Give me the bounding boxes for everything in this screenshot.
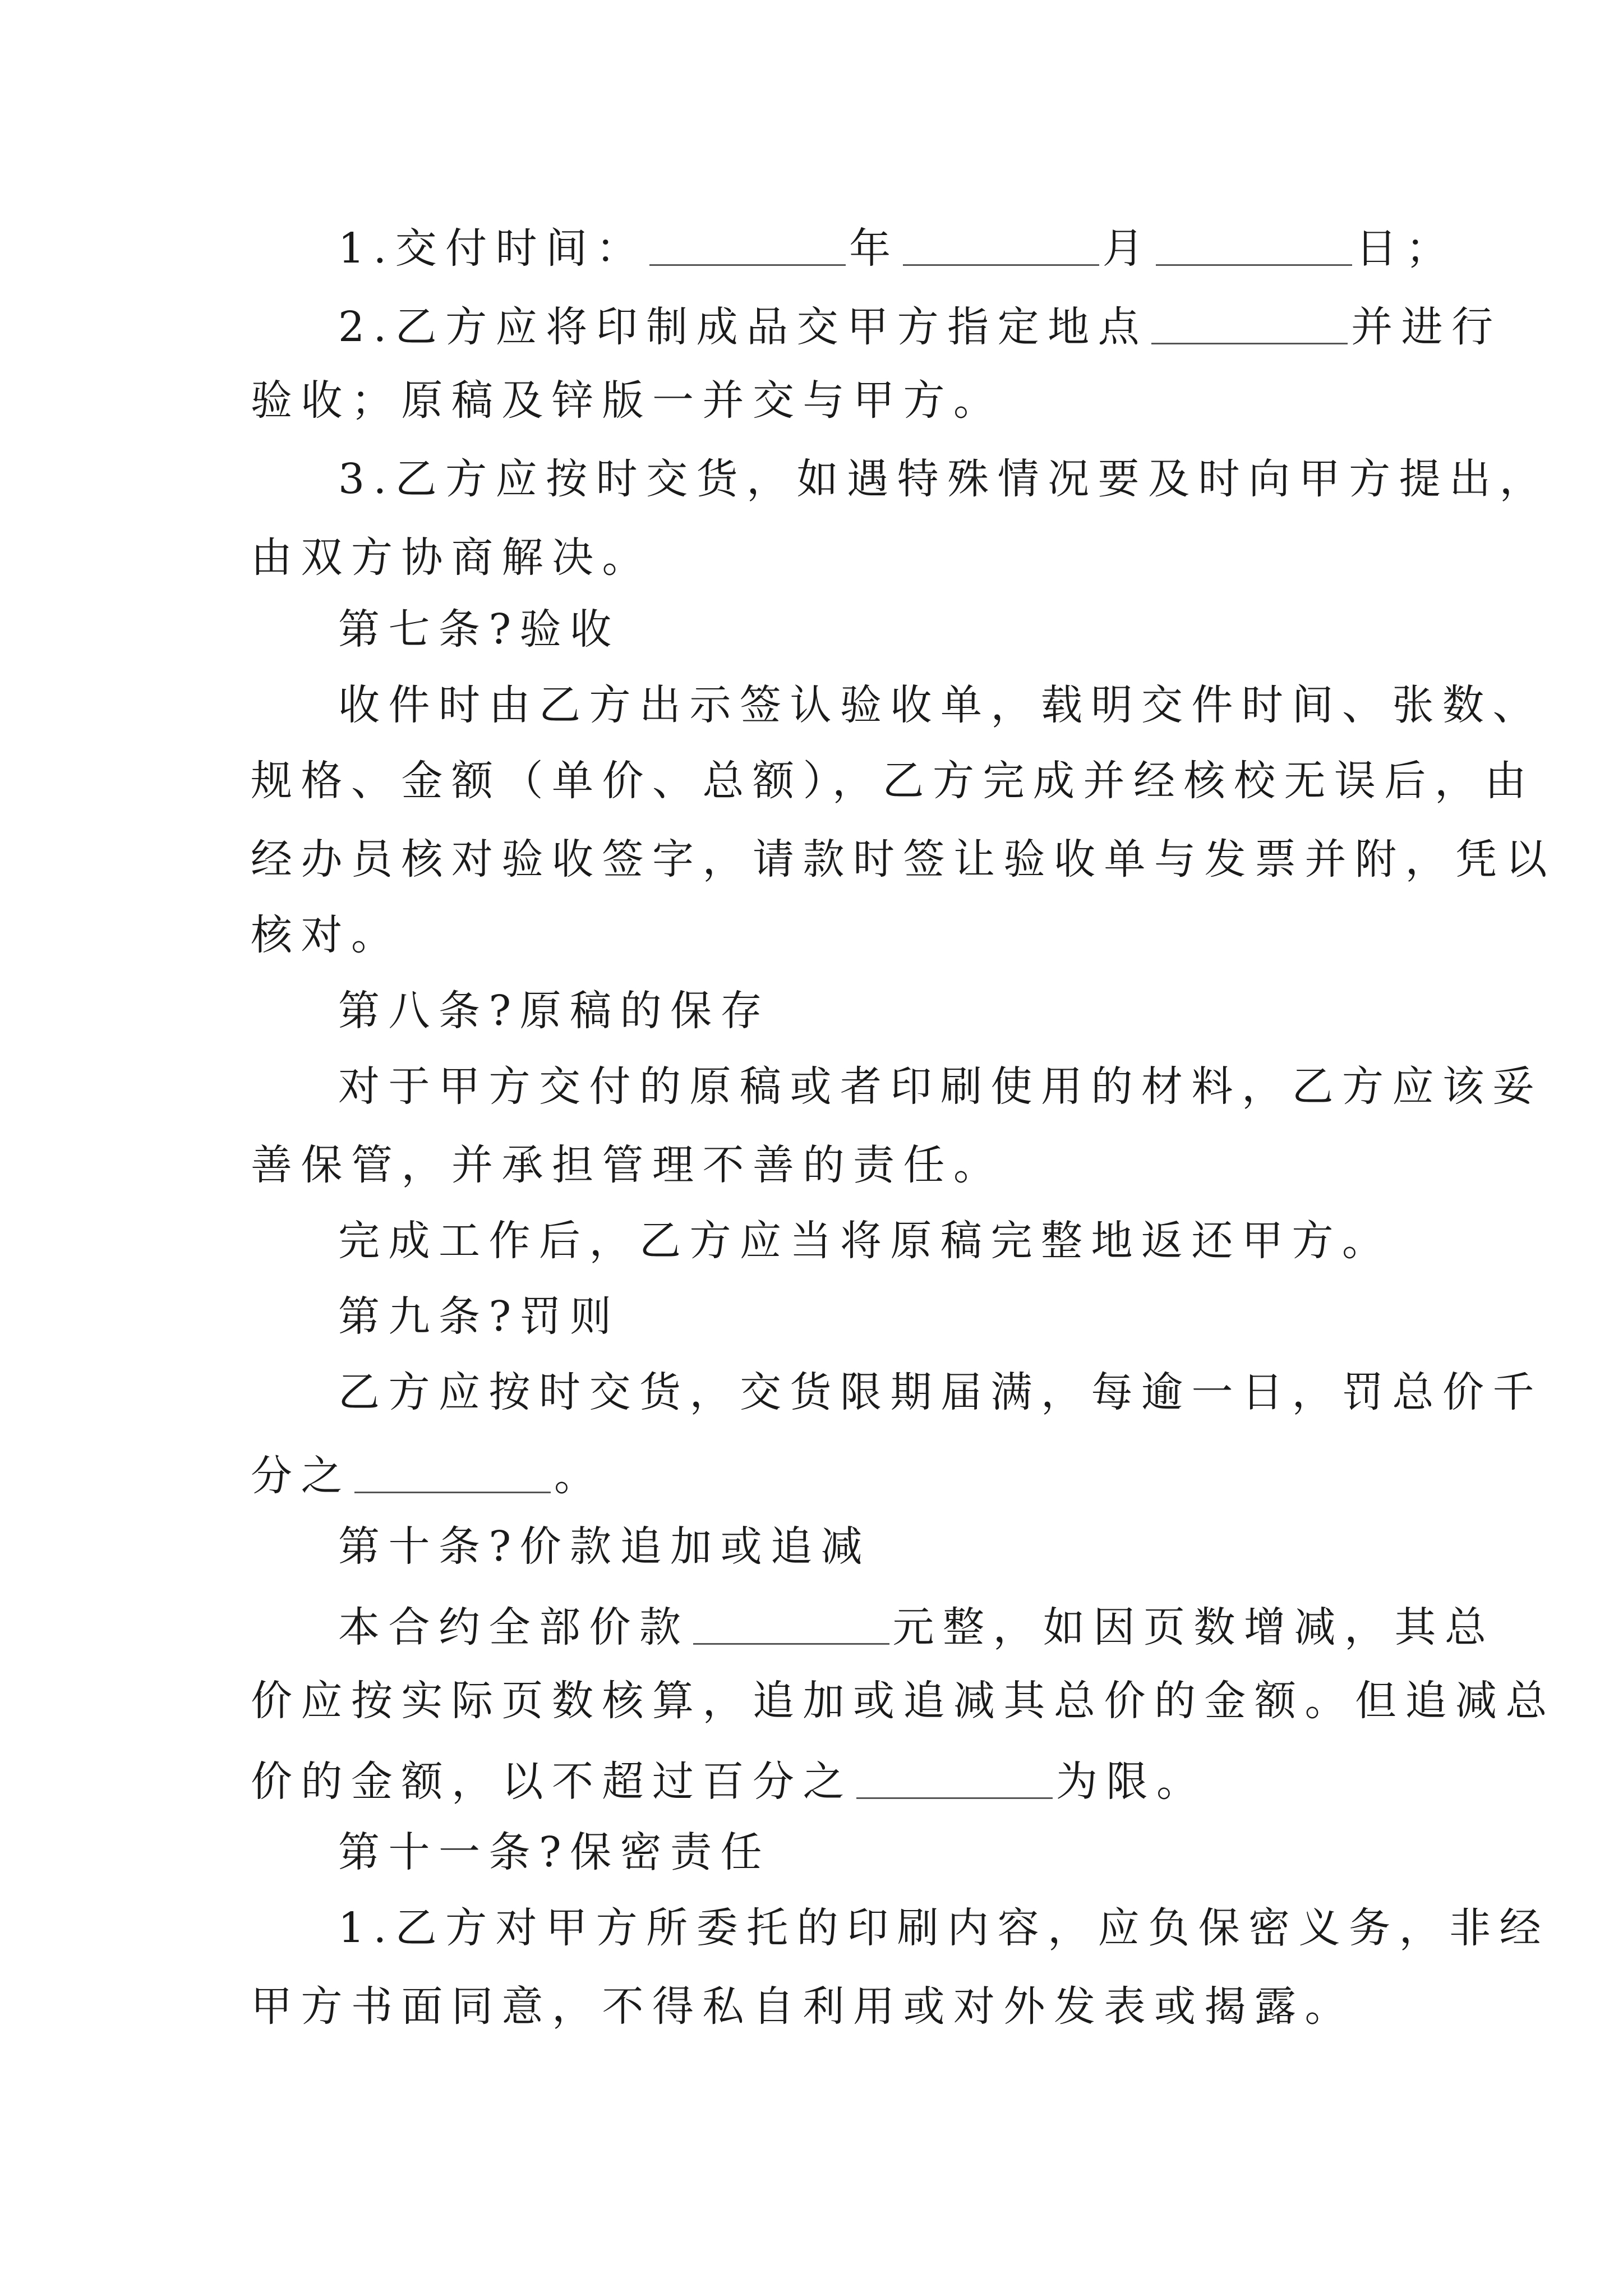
body-line: 乙方应按时交货，交货限期届满，每逾一日，罚总价千 — [338, 1368, 1543, 1416]
body-line: 甲方书面同意，不得私自利用或对外发表或揭露。 — [251, 1982, 1355, 2031]
penalty-rate-line — [251, 1450, 605, 1500]
section-heading: 第八条?原稿的保存 — [338, 987, 771, 1035]
total-price-line — [338, 1602, 1495, 1651]
body-line: 善保管，并承担管理不善的责任。 — [251, 1141, 1004, 1189]
body-line: 规格、金额（单价、总额），乙方完成并经核校无误后，由 — [251, 757, 1535, 805]
blank-penalty-rate — [354, 1450, 551, 1493]
delivery-location-tail: 并进行 — [1351, 303, 1502, 351]
section-heading: 第十一条?保密责任 — [338, 1828, 771, 1876]
body-line: 验收；原稿及锌版一并交与甲方。 — [251, 376, 1004, 425]
section-heading: 第十条?价款追加或追减 — [338, 1522, 872, 1571]
blank-year — [649, 223, 846, 266]
body-line: 对于甲方交付的原稿或者印刷使用的材料，乙方应该妥 — [338, 1062, 1543, 1111]
body-line: 3.乙方应按时交货，如遇特殊情况要及时向甲方提出， — [338, 455, 1550, 503]
body-line: 核对。 — [251, 911, 402, 959]
body-line: 完成工作后，乙方应当将原稿完整地返还甲方。 — [338, 1217, 1393, 1265]
penalty-rate-tail: 。 — [554, 1452, 605, 1500]
blank-total-price — [693, 1602, 889, 1645]
total-price-tail: 元整，如因页数增减，其总 — [892, 1603, 1495, 1651]
day-label: 日； — [1355, 224, 1456, 273]
delivery-location-line — [338, 301, 1502, 351]
body-line: 由双方协商解决。 — [251, 533, 652, 582]
delivery-location-text: 2.乙方应将印制成品交甲方指定地点 — [338, 303, 1149, 351]
year-label: 年 — [849, 224, 900, 273]
reduction-limit-tail: 为限。 — [1056, 1757, 1207, 1806]
blank-day — [1156, 223, 1352, 266]
blank-reduction-percent — [856, 1756, 1053, 1799]
body-line: 价应按实际页数核算，追加或追减其总价的金额。但追减总 — [251, 1677, 1556, 1725]
section-heading: 第七条?验收 — [338, 605, 620, 654]
blank-location — [1151, 301, 1348, 344]
blank-month — [903, 223, 1099, 266]
body-line: 收件时由乙方出示签认验收单，载明交件时间、张数、 — [338, 681, 1543, 729]
body-line: 1.乙方对甲方所委托的印刷内容，应负保密义务，非经 — [338, 1904, 1550, 1952]
penalty-rate-text: 分之 — [251, 1452, 351, 1500]
delivery-time-label: 1.交付时间： — [338, 224, 647, 273]
reduction-limit-text: 价的金额，以不超过百分之 — [251, 1757, 853, 1806]
reduction-limit-line — [251, 1756, 1207, 1806]
section-heading: 第九条?罚则 — [338, 1292, 620, 1341]
month-label: 月 — [1102, 224, 1153, 273]
body-line: 经办员核对验收签字，请款时签让验收单与发票并附，凭以 — [251, 835, 1556, 884]
total-price-text: 本合约全部价款 — [338, 1603, 690, 1651]
delivery-time-line — [338, 223, 1456, 273]
